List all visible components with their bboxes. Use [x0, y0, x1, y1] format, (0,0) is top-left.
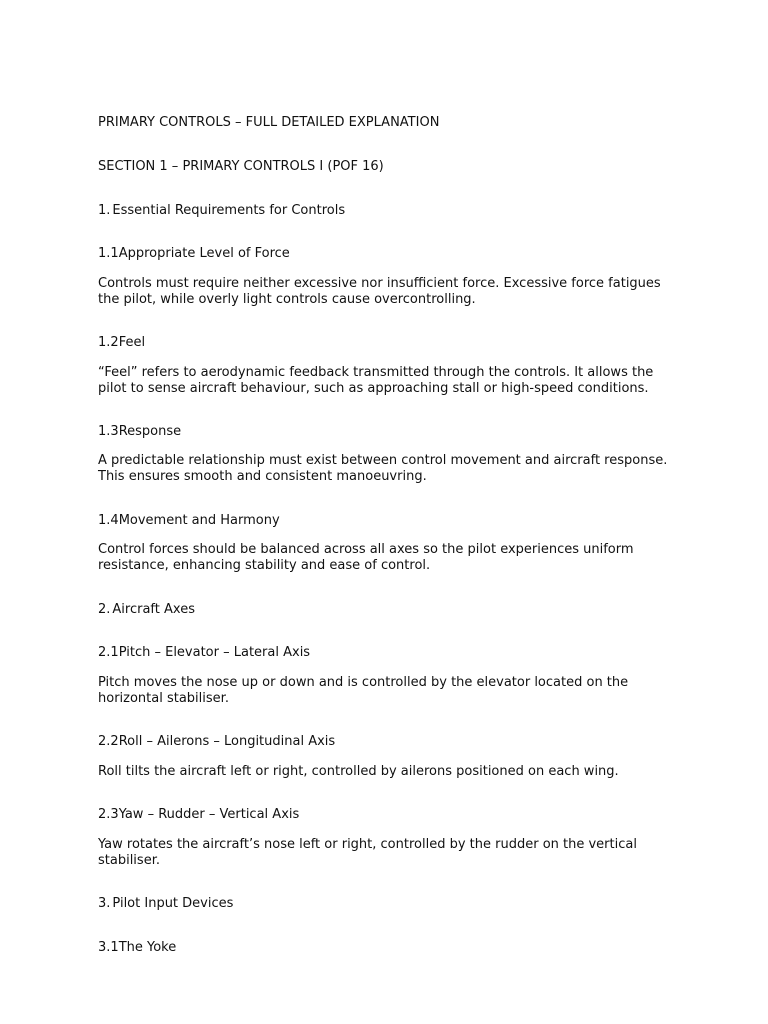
heading-text: Essential Requirements for Controls	[112, 203, 346, 218]
paragraph-2-3: Yaw rotates the aircraft’s nose left or right, controlled by the rudder on the vertical stabiliser.	[98, 837, 637, 868]
heading-number: 1.2	[98, 335, 119, 350]
heading-text: Appropriate Level of Force	[118, 246, 290, 261]
heading-text: The Yoke	[118, 940, 177, 955]
heading-number: 2.	[98, 602, 111, 617]
paragraph-2-2: Roll tilts the aircraft left or right, controlled by ailerons positioned on each wing.	[98, 764, 619, 779]
heading-2-3	[98, 807, 678, 823]
heading-text: Aircraft Axes	[112, 602, 195, 617]
section-heading: SECTION 1 – PRIMARY CONTROLS I (POF 16)	[98, 159, 384, 174]
heading-number: 2.3	[98, 807, 119, 822]
document-title: PRIMARY CONTROLS – FULL DETAILED EXPLANATION	[98, 115, 440, 130]
paragraph-2-1: Pitch moves the nose up or down and is controlled by the elevator located on the horizontal stabiliser.	[98, 675, 629, 706]
heading-3	[98, 896, 678, 912]
heading-1-1	[98, 246, 678, 262]
heading-number: 3.1	[98, 940, 119, 955]
heading-number: 1.1	[98, 246, 119, 261]
paragraph-1-4: Control forces should be balanced across all axes so the pilot experiences uniform resistance, enhancing stability and ease of control.	[98, 542, 634, 573]
heading-text: Pilot Input Devices	[112, 896, 234, 911]
heading-number: 1.	[98, 203, 111, 218]
heading-text: Yaw – Rudder – Vertical Axis	[118, 807, 300, 822]
heading-number: 3.	[98, 896, 111, 911]
paragraph-1-1: Controls must require neither excessive nor insufficient force. Excessive force fatigues the pilot, while overly light controls cause overcontrolling.	[98, 276, 661, 307]
heading-3-1	[98, 940, 678, 956]
heading-2-2	[98, 734, 678, 750]
paragraph-1-2: “Feel” refers to aerodynamic feedback transmitted through the controls. It allows the pilot to sense aircraft behaviour, such as approaching stall or high-speed conditions.	[98, 365, 654, 396]
heading-text: Response	[118, 424, 182, 439]
paragraph-1-3: A predictable relationship must exist between control movement and aircraft response. This ensures smooth and consistent manoeuvring.	[98, 453, 668, 484]
heading-2-1	[98, 645, 678, 661]
heading-1-4	[98, 513, 678, 529]
heading-number: 2.1	[98, 645, 119, 660]
heading-number: 2.2	[98, 734, 119, 749]
heading-2	[98, 602, 678, 618]
heading-1-3	[98, 424, 678, 440]
heading-text: Movement and Harmony	[118, 513, 280, 528]
heading-number: 1.3	[98, 424, 119, 439]
heading-text: Feel	[118, 335, 146, 350]
heading-text: Pitch – Elevator – Lateral Axis	[118, 645, 311, 660]
heading-number: 1.4	[98, 513, 119, 528]
heading-text: Roll – Ailerons – Longitudinal Axis	[118, 734, 336, 749]
heading-1	[98, 203, 678, 219]
heading-1-2	[98, 335, 678, 351]
